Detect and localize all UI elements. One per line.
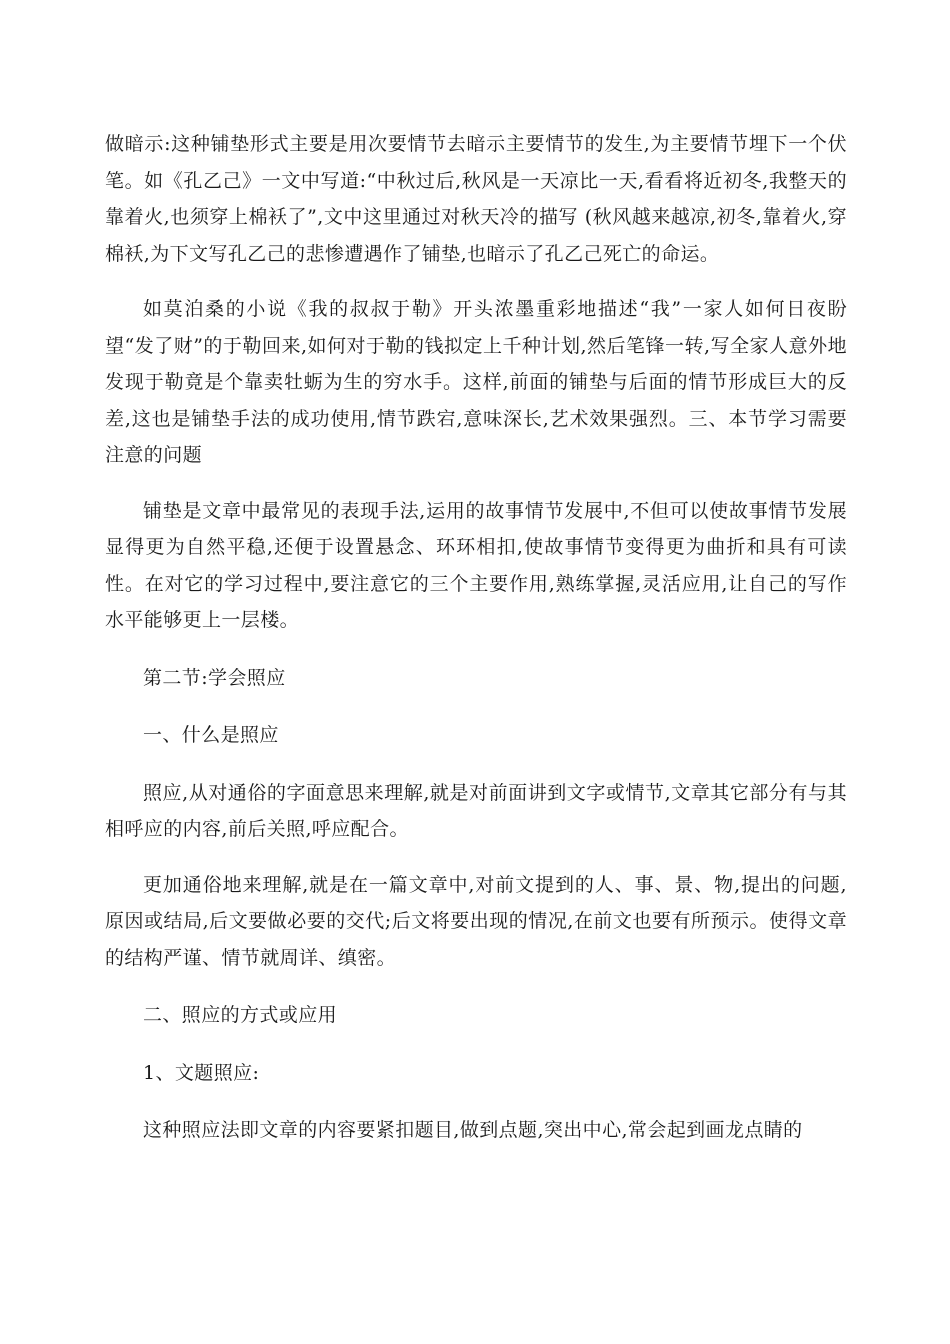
paragraph-foreshadow-hint: 做暗示:这种铺垫形式主要是用次要情节去暗示主要情节的发生,为主要情节埋下一个伏笔。如《孔乙己》一文中写道:“中秋过后,秋风是一天凉比一天,看看将近初冬,我整天的靠着火,也须穿上棉袄了”,文中这里通过对秋天冷的描写 (秋风越来越凉,初冬,靠着火,穿棉袄,为下文写孔乙己的悲惨遭遇作了铺垫,也暗示了孔乙己死亡的命运。 <box>105 133 847 265</box>
paragraph-maupassant-example: 如莫泊桑的小说《我的叔叔于勒》开头浓墨重彩地描述“我”一家人如何日夜盼望“发了财”的于勒回来,如何对于勒的钱拟定上千种计划,然后笔锋一转,写全家人意外地发现于勒竟是个靠卖牡蛎为生的穷水手。这样,前面的铺垫与后面的情节形成巨大的反差,这也是铺垫手法的成功使用,情节跌宕,意味深长,艺术效果强烈。三、本节学习需要注意的问题 <box>105 298 847 466</box>
paragraph-title-echo-desc: 这种照应法即文章的内容要紧扣题目,做到点题,突出中心,常会起到画龙点睛的 <box>143 1119 803 1141</box>
subheading-what-is-echo: 一、什么是照应 <box>143 724 279 746</box>
subheading-title-echo: 1、文题照应: <box>143 1061 260 1084</box>
paragraph-echo-explanation: 更加通俗地来理解,就是在一篇文章中,对前文提到的人、事、景、物,提出的问题,原因或结局,后文要做必要的交代;后文将要出现的情况,在前文也要有所预示。使得文章的结构严谨、情节就周详、缜密。 <box>105 873 847 969</box>
document-page <box>105 126 847 1149</box>
paragraph-foreshadow-summary: 铺垫是文章中最常见的表现手法,运用的故事情节发展中,不但可以使故事情节发展显得更为自然平稳,还便于设置悬念、环环相扣,使故事情节变得更为曲折和具有可读性。在对它的学习过程中,要注意它的三个主要作用,熟练掌握,灵活应用,让自己的写作水平能够更上一层楼。 <box>105 499 847 631</box>
subheading-echo-methods: 二、照应的方式或应用 <box>143 1004 338 1026</box>
section-heading-echo: 第二节:学会照应 <box>143 666 286 689</box>
paragraph-echo-definition: 照应,从对通俗的字面意思来理解,就是对前面讲到文字或情节,文章其它部分有与其相呼应的内容,前后关照,呼应配合。 <box>105 781 847 840</box>
